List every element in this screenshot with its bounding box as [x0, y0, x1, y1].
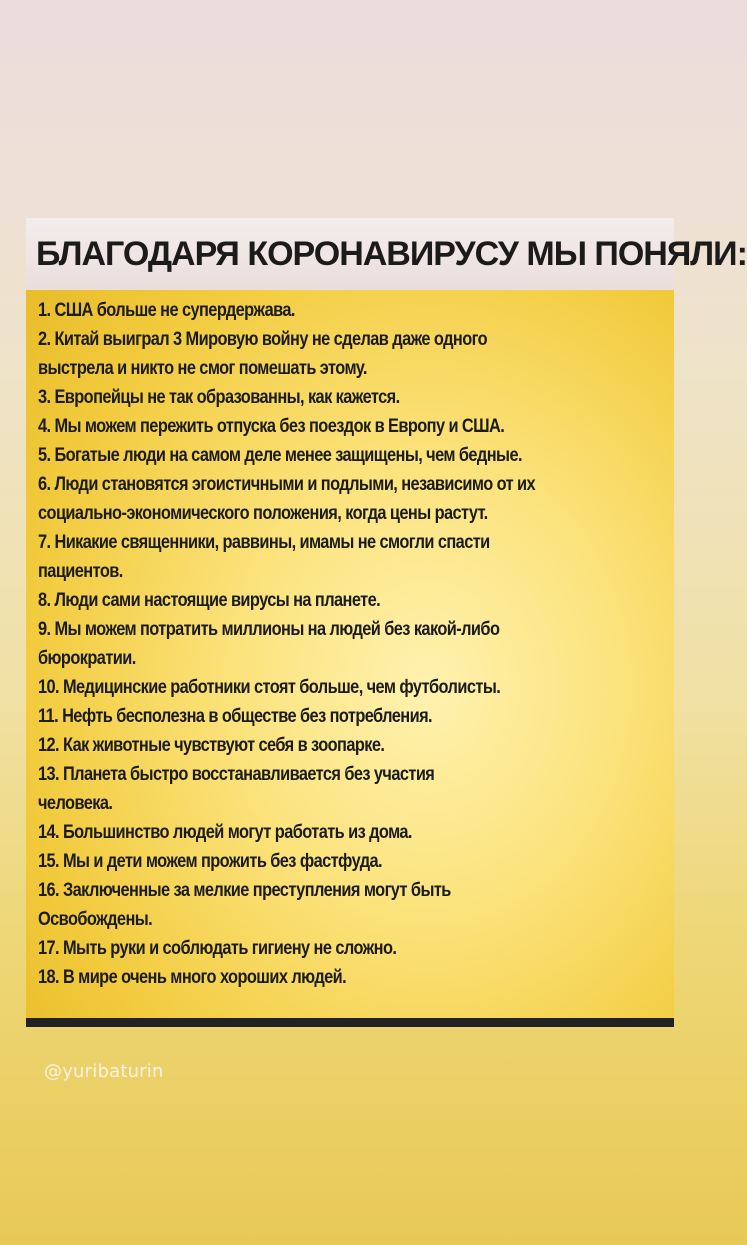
list-item: 7. Никакие священники, раввины, имамы не смогли спасти пациентов.: [38, 531, 490, 582]
list-item: 17. Мыть руки и соблюдать гигиену не сложно.: [38, 937, 397, 959]
list-item: 3. Европейцы не так образованны, как кажется.: [38, 386, 400, 408]
list-item: 6. Люди становятся эгоистичными и подлыми, независимо от их социально-экономического положения, когда цены растут.: [38, 473, 535, 524]
list-item: 12. Как животные чувствуют себя в зоопарке.: [38, 734, 385, 756]
card-bottom-bar: [26, 1018, 674, 1027]
card-title: БЛАГОДАРЯ КОРОНАВИРУСУ МЫ ПОНЯЛИ:: [36, 235, 747, 273]
list-item: 14. Большинство людей могут работать из дома.: [38, 821, 412, 843]
list-item: 1. США больше не супердержава.: [38, 299, 295, 321]
story-image-card: [26, 218, 747, 1027]
list-item: 9. Мы можем потратить миллионы на людей без какой-либо бюрократии.: [38, 618, 500, 669]
list-item: 2. Китай выиграл 3 Мировую войну не сделав даже одного выстрела и никто не смог помешать этому.: [38, 328, 488, 379]
lessons-list: [38, 296, 674, 992]
list-item: 15. Мы и дети можем прожить без фастфуда.: [38, 850, 382, 872]
username-tag[interactable]: @yuribaturin: [44, 1061, 164, 1082]
list-item: 11. Нефть бесполезна в обществе без потребления.: [38, 705, 433, 727]
list-item: 10. Медицинские работники стоят больше, чем футболисты.: [38, 676, 501, 698]
list-item: 16. Заключенные за мелкие преступления могут быть Освобождены.: [38, 879, 451, 930]
list-item: 8. Люди сами настоящие вирусы на планете.: [38, 589, 381, 611]
card-header: [26, 218, 747, 290]
list-item: 18. В мире очень много хороших людей.: [38, 966, 347, 988]
list-item: 13. Планета быстро восстанавливается без участия человека.: [38, 763, 435, 814]
list-item: 5. Богатые люди на самом деле менее защищены, чем бедные.: [38, 444, 522, 466]
list-item: 4. Мы можем пережить отпуска без поездок в Европу и США.: [38, 415, 505, 437]
